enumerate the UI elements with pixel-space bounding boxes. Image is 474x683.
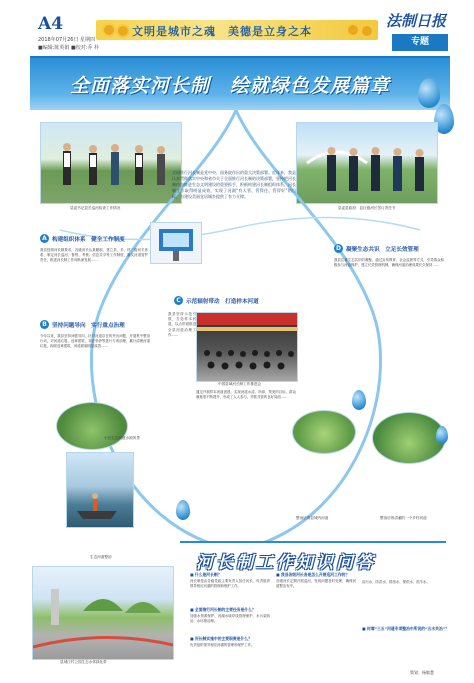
editors-line: ■编辑:陈英娟 ■校对:乔 朴 [38,45,99,51]
sunflower-icon [348,25,358,35]
qa-answer: 加强水资源保护、河湖水域岸线管理保护、水污染防治、水环境治理。 [190,614,270,624]
photo-monitor-device [150,222,202,264]
photo-caption: 小区生态河道水源风景 [104,436,140,440]
section-a-body: 我县按照河长制要求，各级河长认真履职，建立县、乡、村三级河长体系，制定河长巡河、督察、考核、信息共享等工作制度，落实河道管护责任，推进河长制工作向纵深发展…… [40,248,148,263]
section-label: 专题 [392,34,448,51]
section-badge: A [40,234,49,243]
section-b-body: 今年以来，我县坚持问题导向，针对河道存在的突出问题，开展集中整治行动，对河道垃圾、违章建筑、非法采砂等进行专项治理，累计清理河道垃圾，拆除违章建筑，河道面貌明显改善…… [40,334,150,349]
qa-answer: 各级河长定期开展巡河，发现问题及时处理，确保河道整洁有序。 [276,579,356,589]
section-title: 示范辐射带动 打造样本河道 [186,298,259,305]
photo-caption: 县城江村公园生态水体绿化带 [60,660,107,664]
section-title: 凝聚生态共识 立足长效管理 [346,246,419,253]
photo-caption: 生态河道整治 [90,555,112,559]
conference-audience [197,313,297,381]
page-number: A4 [38,14,64,34]
section-badge: B [40,320,49,329]
photo-caption: 整治后的清澈的一个乡村河道 [380,516,427,520]
device-graphic [151,223,201,263]
section-d-heading [334,244,419,253]
headline: 全面落实河长制 绘就绿色发展篇章 [70,75,391,97]
section-badge: C [174,296,183,305]
qa-question: ■ 何谓“三五”河道专项整治中所说的“五水共治”？ [362,626,450,631]
photo-caption: 整治后的县城内河道 [296,516,329,520]
park-scene [33,567,173,659]
sunflower-icon [118,26,128,36]
water-drop-icon [352,390,366,410]
photo-caption: 县委书记县长巡河检查工作情况 [70,206,121,210]
qa-answer: 治污水、防洪水、排涝水、保供水、抓节水。 [362,580,430,584]
slogan-text: 文明是城市之魂 美德是立身之本 [132,25,312,38]
photo-riverside-park [32,566,174,660]
photo-caption: 中国县域河长制工作推进会 [218,382,262,386]
section-d-body: 我县注重生态共识的凝聚，通过宣传教育、社会监督等方式，引导群众积极参与河道保护，建立长效管理机制，确保河道治理成果长久保持…… [334,258,444,268]
section-title: 坚持问题导向 实行重点治理 [52,322,125,329]
qa-title: 河长制工作知识问答 [196,553,376,573]
qa-question: ■ 全面推行河长制的主要任务是什么？ [190,607,256,612]
photo-town-river [292,410,356,454]
page-header [0,0,474,60]
slogan-banner [96,20,378,40]
photo-conference [196,312,298,382]
section-badge: D [334,244,343,253]
water-drop-icon [418,78,440,108]
photo-ecology-park [56,402,128,450]
newspaper-brand: 法制日报 [386,12,447,30]
publication-date: 2018年07月26日 星期四 [38,37,96,43]
boat-figure [67,453,133,527]
section-b-heading [40,320,125,329]
sunflower-icon [362,26,372,36]
qa-answer: 河长制是由各级党政主要负责人担任河长，负责组织领导相应河湖的管理和保护工作。 [190,579,270,589]
footer-credit: 策划：杨敏慧 [410,670,434,675]
section-c-body-left: 我县坚持示范引领，打造样本河道，以点带面推进全县河道治理工作…… [168,312,196,337]
photo-village-river [372,412,446,464]
section-a-heading [40,234,125,243]
photo-caption: 县委县政府：县区级河长签订责任书 [338,206,396,210]
photo-river-cleaning [66,452,134,528]
section-c-heading [174,296,259,305]
headline-banner [30,58,450,110]
qa-answer: 负责组织领导相应河湖的管理和保护工作。 [190,643,255,647]
qa-question: ■ 什么是河长制？ [190,572,222,577]
water-drop-icon [436,426,448,444]
qa-question: ■ 我县各级河长各是怎么开展巡河工作的？ [276,572,350,577]
water-drop-icon [176,500,190,520]
intro-text: 全面推行河长制是党中央、国务院作出的重大决策部署。近年来，我县认真贯彻落实中央和省市关于全面推行河长制的决策部署，坚持把河长制作为推进生态文明建设的重要抓手，积极构建河长制组织体系，河长制工作取得明显成效，实现了河湖“有人管、管得住、管得好”的目标，为建设美丽宜居城乡提供了有力支撑。 [172,170,296,199]
qa-question: ■ 河长制实施中的主要职责是什么？ [190,636,252,641]
sunflower-icon [104,25,114,35]
section-c-body: 通过开展样本河道创建，实现河道水清、岸绿、景美的目标，群众满意度不断提升，形成了人人参与、齐抓共管的良好局面…… [196,390,296,400]
section-title: 构建组织体系 健全工作制度 [52,236,125,243]
